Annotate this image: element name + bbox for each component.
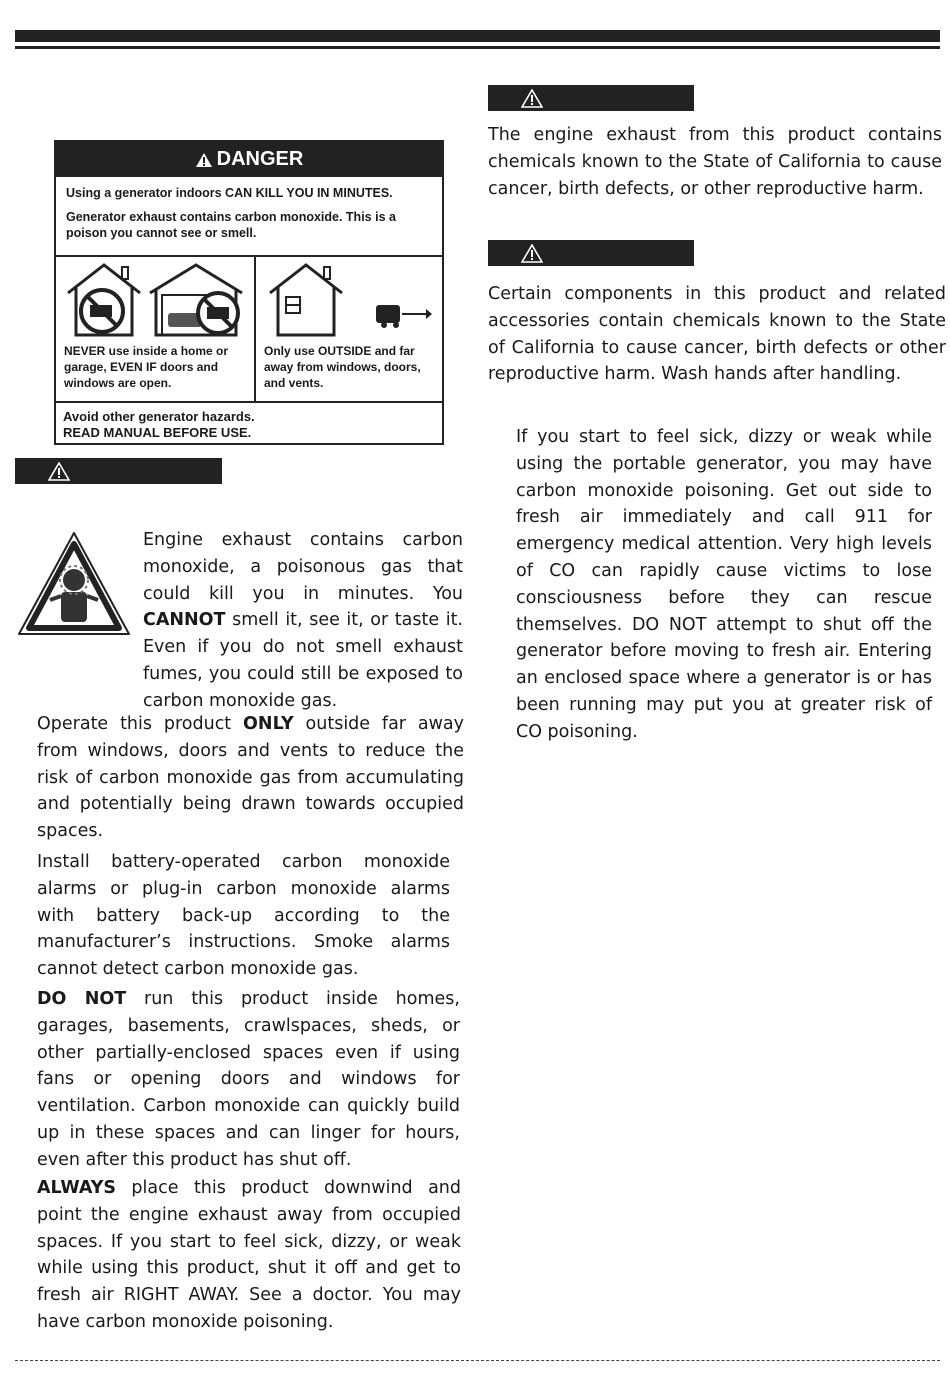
warning-triangle-icon	[521, 89, 543, 108]
alarms-text: Install battery-operated carbon monoxide alarms or plug-in carbon monoxide alarms with battery back-up according to the manufacturer’s instructions. Smoke alarms cannot detect carbon monoxide gas.	[37, 852, 450, 980]
do-not-text: run this product inside homes, garages, basements, crawlspaces, sheds, or other partially-enclosed spaces even if using fans or opening doors and windows for ventilation. Carbon monoxide can quickly build up in these spaces and can linger for hours, even after this product has shut off.	[37, 989, 460, 1170]
co-hazard-icon	[15, 530, 133, 638]
operate-bold: ONLY	[243, 714, 294, 734]
prop65-components-paragraph	[488, 281, 946, 388]
never-indoor-panel	[56, 257, 256, 401]
danger-line1: Using a generator indoors CAN KILL YOU IN MINUTES.	[66, 186, 393, 200]
only-outside-caption: Only use OUTSIDE and far away from windows, doors, and vents.	[264, 344, 421, 390]
warning-bar-right-1	[488, 85, 694, 111]
danger-footer-line1: Avoid other generator hazards.	[63, 409, 255, 424]
co-intro-paragraph	[143, 527, 463, 715]
prop65-exhaust-text: The engine exhaust from this product contains chemicals known to the State of California to cause cancer, birth defects, or other reproductive harm.	[488, 125, 942, 199]
danger-line2: Generator exhaust contains carbon monoxide. This is a poison you cannot see or smell.	[66, 210, 396, 240]
warning-triangle-icon	[48, 462, 70, 481]
no-garage-icon	[148, 261, 244, 339]
warning-triangle-icon	[521, 244, 543, 263]
alarms-paragraph	[37, 849, 450, 983]
footer-dashed-rule	[15, 1360, 940, 1361]
operate-text-1: Operate this product	[37, 714, 244, 734]
co-intro-text-1: Engine exhaust contains carbon monoxide, a poisonous gas that could kill you in minutes. You	[143, 530, 463, 604]
header-rule-thin	[15, 46, 940, 49]
always-bold: ALWAYS	[37, 1178, 116, 1198]
header-rule-thick	[15, 30, 940, 42]
operate-text-2: outside far away from windows, doors and vents to reduce the risk of carbon monoxide gas from accumulating and potentially being drawn towards occupied spaces.	[37, 714, 464, 842]
no-indoor-home-icon	[64, 261, 144, 339]
danger-footer	[56, 403, 442, 447]
operate-paragraph	[37, 711, 464, 845]
co-intro-text-2: smell it, see it, or taste it. Even if you do not smell exhaust fumes, you could still be exposed to carbon monoxide gas.	[143, 610, 463, 711]
do-not-bold: DO NOT	[37, 989, 127, 1009]
always-text: place this product downwind and point the engine exhaust away from occupied spaces. If you start to feel sick, dizzy, or weak while using this product, shut it off and get to fresh air RIGHT AWAY. See a doctor. You may have carbon monoxide poisoning.	[37, 1178, 461, 1332]
danger-title: DANGER	[216, 148, 304, 170]
warning-bar-right-2	[488, 240, 694, 266]
danger-label	[54, 140, 444, 445]
warning-bar-left	[15, 458, 222, 484]
warning-triangle-icon	[195, 152, 213, 168]
generator-outside-icon	[374, 299, 434, 329]
danger-pictograms	[56, 257, 442, 403]
danger-intro	[56, 177, 442, 257]
outdoor-house-icon	[266, 261, 346, 339]
co-intro-bold: CANNOT	[143, 610, 226, 631]
co-symptoms-paragraph	[516, 424, 932, 746]
do-not-paragraph	[37, 986, 460, 1174]
danger-footer-line2: READ MANUAL BEFORE USE.	[63, 425, 252, 440]
prop65-components-text: Certain components in this product and related accessories contain chemicals known to the State of California to cause cancer, birth defects or other reproductive harm. Wash hands after handling.	[488, 284, 946, 385]
outside-only-panel	[256, 257, 442, 401]
danger-header	[56, 142, 442, 177]
never-caption: NEVER use inside a home or garage, EVEN IF doors and windows are open.	[64, 344, 229, 390]
always-paragraph	[37, 1175, 461, 1336]
co-symptoms-text: If you start to feel sick, dizzy or weak while using the portable generator, you may have carbon monoxide poisoning. Get out side to fresh air immediately and call 911 for emergency medical attention. Very high levels of CO can rapidly cause victims to lose consciousness before they can rescue themselves. DO NOT attempt to shut off the generator before moving to fresh air. Entering an enclosed space where a generator is or has been running may put you at greater risk of CO poisoning.	[516, 427, 932, 742]
prop65-exhaust-paragraph	[488, 122, 942, 202]
